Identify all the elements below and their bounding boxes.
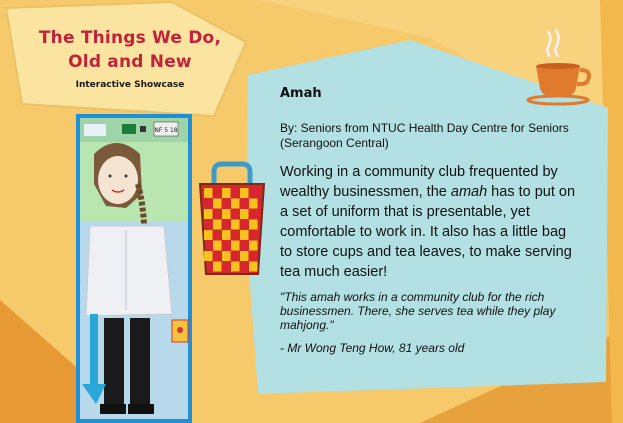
description-content bbox=[280, 86, 580, 355]
bag-weave-square bbox=[231, 199, 240, 209]
bag-weave-square bbox=[204, 251, 213, 261]
bag-weave-square bbox=[213, 241, 222, 251]
photo-small-bag-dot bbox=[177, 327, 183, 333]
bag-weave-square bbox=[231, 220, 240, 230]
bag-weave-square bbox=[249, 199, 258, 209]
bag-weave-square bbox=[213, 262, 222, 272]
amah-shoe-left bbox=[100, 404, 126, 414]
artwork-name: Amah bbox=[280, 86, 322, 101]
bag-weave-square bbox=[213, 220, 222, 230]
bag-weave-square bbox=[249, 220, 258, 230]
description-emphasis: amah bbox=[450, 184, 488, 200]
description-part-1: Working in a community club frequented by wealthy businessmen, the bbox=[280, 164, 558, 200]
title-subtitle: Interactive Showcase bbox=[75, 80, 185, 90]
amah-blouse bbox=[86, 226, 172, 316]
artwork-description bbox=[280, 162, 580, 282]
amah-eye-right bbox=[125, 175, 128, 178]
bag-weave-square bbox=[240, 188, 249, 198]
title-line-2: Old and New bbox=[68, 52, 192, 72]
bag-weave-square bbox=[222, 188, 231, 198]
bag-weave-square bbox=[240, 251, 249, 261]
bag-weave-square bbox=[249, 241, 258, 251]
bag-weave-square bbox=[231, 262, 240, 272]
title-badge bbox=[12, 14, 248, 106]
photo-sign-label: NF 5 18 bbox=[154, 127, 178, 134]
bag-weave-square bbox=[204, 209, 213, 219]
bag-weave-square bbox=[222, 230, 231, 240]
bag-weave-square bbox=[240, 209, 249, 219]
bag-weave-square bbox=[240, 230, 249, 240]
amah-shoe-right bbox=[128, 404, 154, 414]
description-part-2: has to put on a set of uniform that is presentable, yet comfortable to work in. It also has a little bag to store cups and tea leaves, to make serving tea much easier! bbox=[280, 184, 576, 280]
amah-trouser-right bbox=[130, 318, 150, 404]
quote-author: - Mr Wong Teng How, 81 years old bbox=[280, 341, 465, 355]
quote: "This amah works in a community club for the rich businessmen. There, she serves tea while they play mahjong." bbox=[280, 290, 556, 332]
photo-figures bbox=[84, 124, 106, 136]
photo-sign-left bbox=[122, 124, 136, 134]
bag-weave-square bbox=[204, 230, 213, 240]
amah-trouser-left bbox=[104, 318, 124, 404]
bag-weave-square bbox=[213, 199, 222, 209]
bag-weave-square bbox=[222, 251, 231, 261]
bag-weave-square bbox=[222, 209, 231, 219]
bag-weave-square bbox=[249, 262, 258, 272]
bag-weave-square bbox=[231, 241, 240, 251]
artwork-byline: By: Seniors from NTUC Health Day Centre for Seniors (Serangoon Central) bbox=[280, 121, 569, 150]
amah-face bbox=[98, 156, 138, 204]
woven-bag-icon bbox=[196, 160, 268, 278]
bag-weave-square bbox=[204, 188, 213, 198]
artwork-photo bbox=[76, 114, 192, 423]
photo-sign-mid bbox=[140, 126, 146, 132]
amah-eye-left bbox=[109, 175, 112, 178]
title-line-1: The Things We Do, bbox=[38, 28, 222, 48]
